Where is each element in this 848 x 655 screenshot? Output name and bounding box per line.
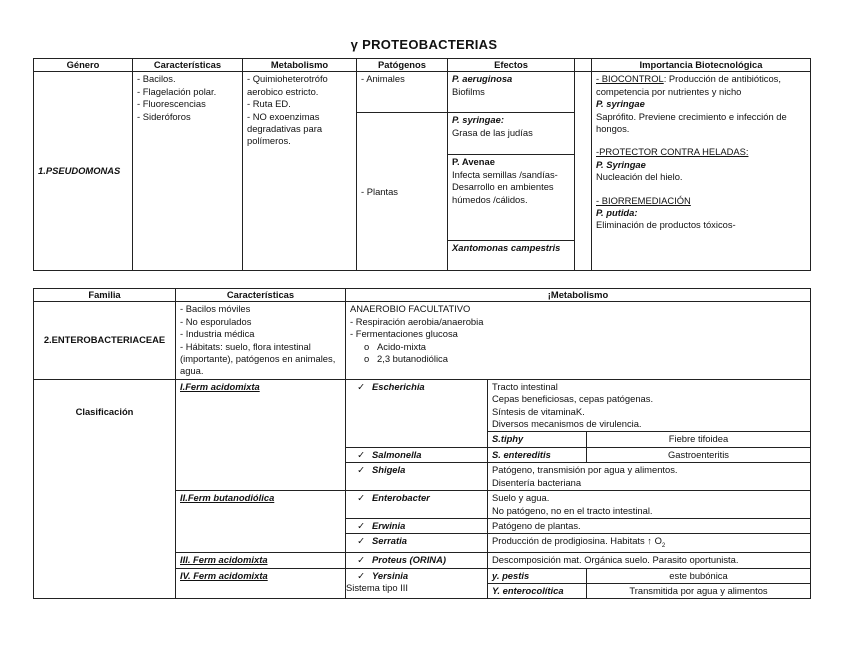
- effect-text: Desarrollo en ambientes húmedos /cálidos.: [452, 181, 554, 205]
- list-item: - Bacilos móviles: [180, 303, 251, 315]
- desc-line: Disentería bacteriana: [492, 476, 582, 488]
- genus-cell: [346, 447, 488, 462]
- genus-cell: [346, 534, 488, 553]
- species-name: P. putida:: [596, 207, 638, 219]
- enterobacteriaceae-table: [33, 288, 811, 599]
- patogeno-plantas: - Plantas: [357, 113, 448, 271]
- species-desc: Fiebre tifoidea: [587, 432, 811, 447]
- check-icon: ✓: [357, 519, 365, 531]
- importancia-cell: [592, 72, 811, 271]
- list-item: - Industria médica: [180, 328, 255, 340]
- genus-cell: [346, 491, 488, 519]
- group-label: II.Ferm butanodiólica: [180, 492, 275, 504]
- efecto-syringae: [448, 113, 575, 155]
- header-efectos: Efectos: [448, 59, 575, 72]
- desc-cell: [488, 463, 811, 491]
- metabolismo-cell: [243, 72, 357, 271]
- table-row: [34, 302, 811, 379]
- section-label: - BIORREMEDIACIÓN: [596, 194, 691, 206]
- effect-text: Infecta semillas /sandías-: [452, 168, 558, 180]
- list-item: - Ruta ED.: [247, 98, 291, 110]
- section-label: -PROTECTOR CONTRA HELADAS:: [596, 146, 749, 158]
- list-item: - Hábitats: suelo, flora intestinal (importante), patógenos en animales, agua.: [180, 340, 336, 377]
- efecto-xantomonas: [448, 241, 575, 271]
- proteobacterias-table: [33, 58, 811, 271]
- list-item: 2,3 butanodiólica: [377, 353, 448, 365]
- group-cell: [176, 491, 346, 553]
- desc-cell: [488, 491, 811, 519]
- desc-cell: Descomposición mat. Orgánica suelo. Parasito oportunista.: [488, 553, 811, 568]
- header-metabolismo: ¡Metabolismo: [346, 289, 811, 302]
- table-header-row: [34, 289, 811, 302]
- group-label: I.Ferm acidomixta: [180, 380, 260, 392]
- section-label: - BIOCONTROL: [596, 73, 664, 85]
- section-text: Eliminación de productos tóxicos-: [596, 219, 736, 231]
- group-label: III. Ferm acidomixta: [180, 554, 268, 566]
- list-item: - NO exoenzimas degradativas para polímeros.: [247, 110, 323, 147]
- genus-cell: [346, 463, 488, 491]
- caracteristicas-cell: [133, 72, 243, 271]
- check-icon: ✓: [357, 380, 365, 392]
- list-item: - Quimioheterotrófo aerobico estricto.: [247, 73, 328, 97]
- header-importancia: Importancia Biotecnológica: [592, 59, 811, 72]
- check-icon: ✓: [357, 492, 365, 504]
- species-desc: Gastroenteritis: [587, 447, 811, 462]
- bullet-icon: o: [364, 353, 370, 365]
- desc-line: Síntesis de vitaminaK.: [492, 405, 585, 417]
- desc-line: Producción de prodigiosina. Habitats ↑ O: [492, 535, 662, 547]
- desc-cell: [488, 379, 811, 432]
- patogeno-animales: - Animales: [357, 72, 448, 113]
- species-cell: y. pestis: [488, 568, 587, 583]
- bullet-icon: o: [364, 340, 370, 352]
- group-cell: [176, 568, 346, 599]
- genus-name: Shigela: [372, 464, 406, 476]
- header-genero: Género: [34, 59, 133, 72]
- list-item: - Respiración aerobia/anaerobia: [350, 315, 484, 327]
- header-patogenos: Patógenos: [357, 59, 448, 72]
- desc-line: No patógeno, no en el tracto intestinal.: [492, 504, 653, 516]
- efecto-avenae: [448, 155, 575, 241]
- species-name: P. Avenae: [452, 156, 495, 168]
- species-name: P. aeruginosa: [452, 73, 513, 85]
- genus-name: Escherichia: [372, 380, 425, 392]
- list-item: Acido-mixta: [377, 340, 427, 352]
- species-name: P. syringae: [596, 98, 645, 110]
- genus-name: Salmonella: [372, 448, 422, 460]
- check-icon: ✓: [357, 554, 365, 566]
- desc-line: Cepas beneficiosas, cepas patógenas.: [492, 393, 654, 405]
- species-cell: S.tiphy: [488, 432, 587, 447]
- header-familia: Familia: [34, 289, 176, 302]
- genus-name: Serratia: [372, 535, 407, 547]
- genus-name: Erwinia: [372, 519, 406, 531]
- genus-name: Proteus (ORINA): [372, 554, 446, 566]
- list-item: - Fluorescencias: [137, 98, 206, 110]
- table-header-row: [34, 59, 811, 72]
- page-title: γ PROTEOBACTERIAS: [350, 37, 498, 52]
- family-cell: 2.ENTEROBACTERIACEAE: [34, 302, 176, 379]
- header-blank: [575, 59, 592, 72]
- section-text: : Producción de antibióticos, competencia por nutrientes y nicho: [596, 73, 781, 97]
- desc-line: Suelo y agua.: [492, 492, 550, 504]
- sistema-label: Sistema tipo III: [346, 581, 409, 593]
- check-icon: ✓: [357, 464, 365, 476]
- check-icon: ✓: [357, 448, 365, 460]
- genus-name: Enterobacter: [372, 492, 430, 504]
- list-item: - Flagelación polar.: [137, 85, 217, 97]
- section-text: Saprófito. Previene crecimiento e infección de hongos.: [596, 110, 787, 135]
- header-caracteristicas: Características: [176, 289, 346, 302]
- group-cell: [176, 379, 346, 490]
- species-name: Xantomonas campestris: [452, 242, 561, 254]
- effect-text: Biofilms: [452, 85, 485, 97]
- section-text: Nucleación del hielo.: [596, 171, 683, 183]
- genus-cell: [346, 379, 488, 447]
- species-name: P. Syringae: [596, 158, 646, 170]
- group-label: IV. Ferm acidomixta: [180, 569, 268, 581]
- list-item: - Sideróforos: [137, 110, 191, 122]
- desc-line: Tracto intestinal: [492, 380, 558, 392]
- genus-cell: [346, 518, 488, 533]
- subscript: 2: [661, 543, 666, 550]
- caracteristicas-cell: [176, 302, 346, 379]
- efecto-aeruginosa: [448, 72, 575, 113]
- check-icon: ✓: [357, 569, 365, 581]
- species-cell: Y. enterocolítica: [488, 583, 587, 598]
- list-item: ANAEROBIO FACULTATIVO: [350, 303, 471, 315]
- desc-cell: Patógeno de plantas.: [488, 518, 811, 533]
- effect-text: Grasa de las judías: [452, 126, 533, 138]
- desc-cell: [488, 534, 811, 553]
- check-icon: ✓: [357, 535, 365, 547]
- genus-cell: [346, 553, 488, 568]
- species-desc: Transmitida por agua y alimentos: [587, 583, 811, 598]
- group-cell: [176, 553, 346, 568]
- desc-line: Patógeno, transmisión por agua y alimentos.: [492, 464, 678, 476]
- metabolismo-cell: [346, 302, 811, 379]
- species-desc: este bubónica: [587, 568, 811, 583]
- species-cell: S. entereditis: [488, 447, 587, 462]
- desc-line: Diversos mecanismos de virulencia.: [492, 418, 642, 430]
- table-row: [34, 72, 811, 113]
- list-item: - No esporulados: [180, 315, 252, 327]
- header-metabolismo: Metabolismo: [243, 59, 357, 72]
- list-item: - Bacilos.: [137, 73, 176, 85]
- header-caracteristicas: Características: [133, 59, 243, 72]
- genus-cell: [34, 72, 133, 271]
- genus-name: 1.PSEUDOMONAS: [38, 165, 121, 177]
- genus-cell: [346, 568, 488, 599]
- table-row: [34, 379, 811, 432]
- clasificacion-cell: Clasificación: [34, 379, 176, 598]
- genus-name: Yersinia: [372, 569, 409, 581]
- blank-column: [575, 72, 592, 271]
- list-item: - Fermentaciones glucosa: [350, 328, 458, 340]
- species-name: P. syringae:: [452, 114, 504, 126]
